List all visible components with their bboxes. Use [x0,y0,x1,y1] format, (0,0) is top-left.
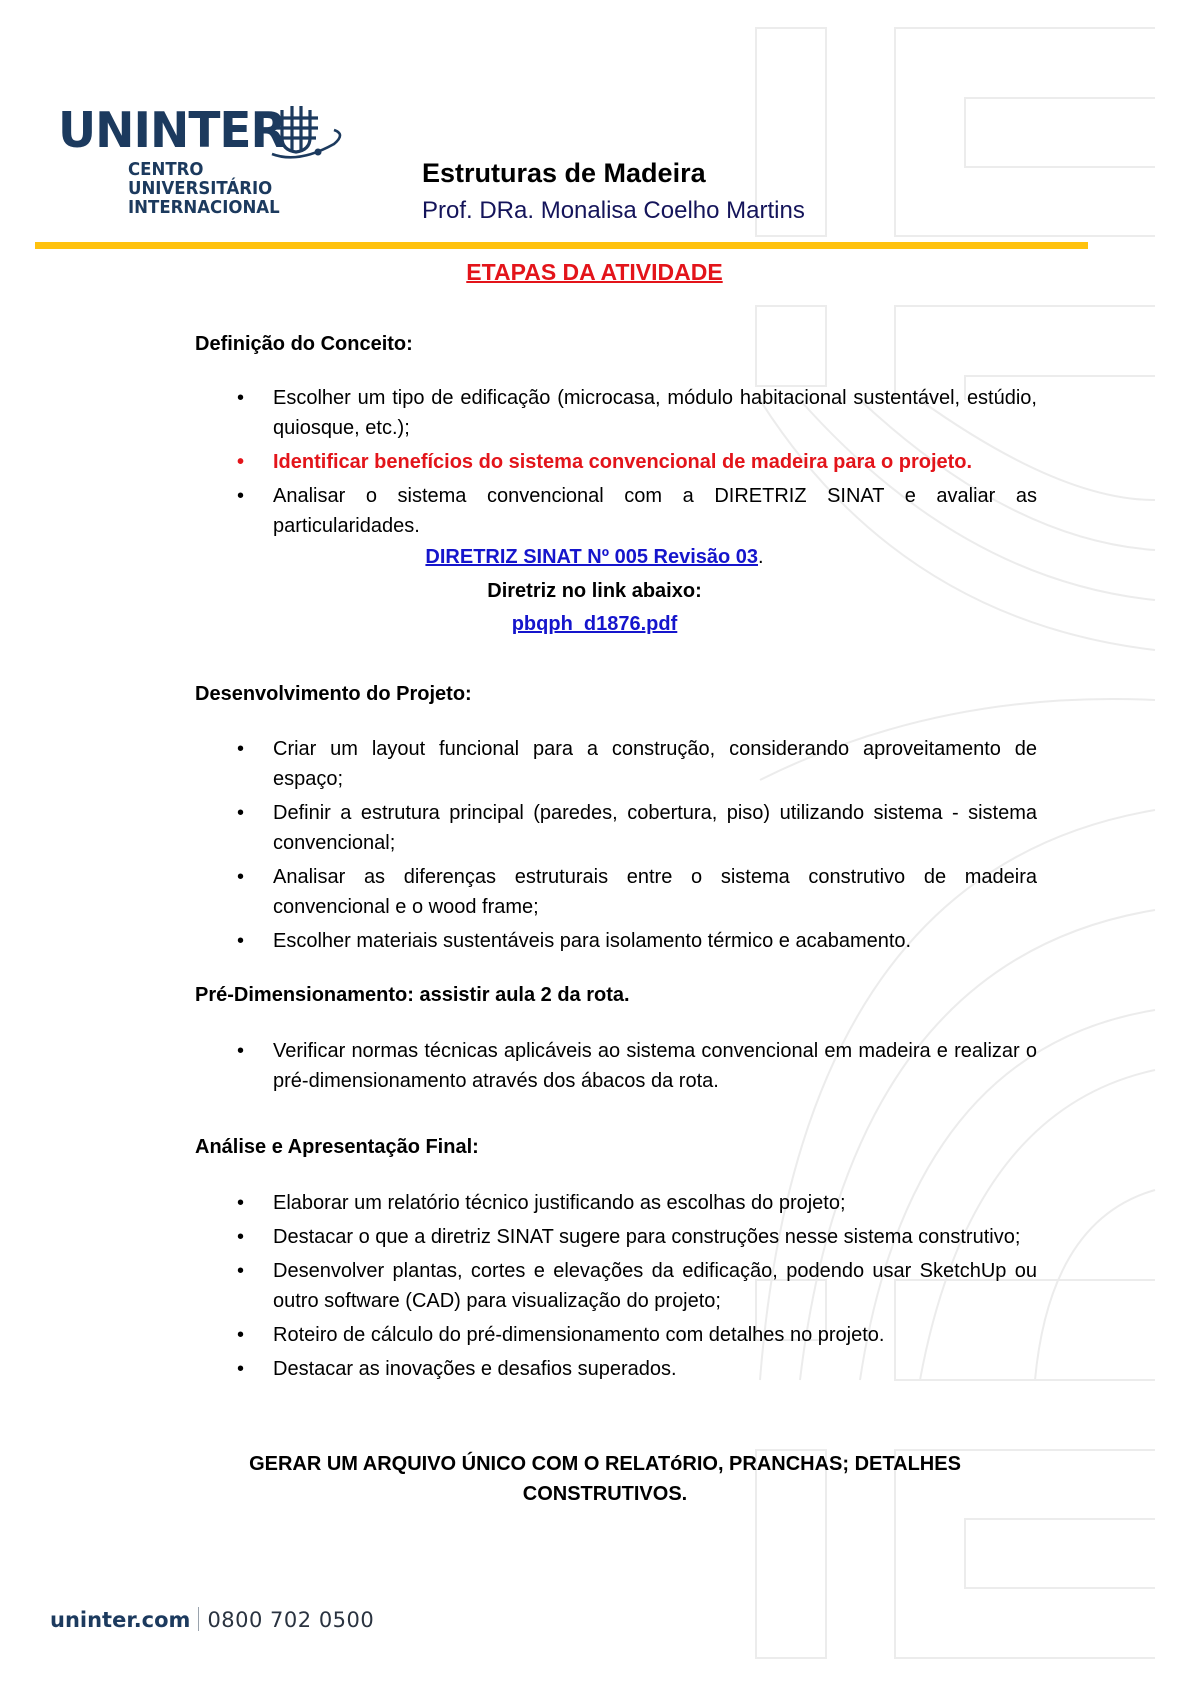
section-title-analise: Análise e Apresentação Final: [195,1136,479,1158]
globe-orbit-icon [268,104,348,166]
section-title-definicao: Definição do Conceito: [195,333,413,355]
section-title-desenvolvimento: Desenvolvimento do Projeto: [195,683,472,705]
list-item: • Definir a estrutura principal (paredes, cobertura, piso) utilizando sistema - sistema convencional; [195,798,1037,858]
uninter-logo [58,101,358,226]
logo-subtitle-line: INTERNACIONAL [128,197,280,218]
list-analise [195,1188,1037,1388]
list-item: • Desenvolver plantas, cortes e elevações da edificação, podendo usar SketchUp ou outro software (CAD) para visualização do projeto; [195,1256,1037,1316]
course-title: Estruturas de Madeira [422,158,706,188]
final-instruction: GERAR UM ARQUIVO ÚNICO COM O RELATóRIO, PRANCHAS; DETALHES CONSTRUTIVOS. [249,1453,961,1505]
footer-website: uninter.com [50,1608,191,1632]
list-item-highlighted: • Identificar benefícios do sistema convencional de madeira para o projeto. [195,447,1037,477]
list-item: • Roteiro de cálculo do pré-dimensionamento com detalhes no projeto. [195,1320,1037,1350]
header-divider [35,242,1088,249]
list-item: • Analisar o sistema convencional com a DIRETRIZ SINAT e avaliar as particularidades. [195,481,1037,541]
sinat-directive-link[interactable]: DIRETRIZ SINAT Nº 005 Revisão 03 [425,546,759,568]
logo-subtitle [128,160,280,217]
list-item: • Destacar o que a diretriz SINAT sugere para construções nesse sistema construtivo; [195,1222,1037,1252]
pdf-file-link[interactable]: pbqph_d1876.pdf [511,613,678,635]
professor-name: Prof. DRa. Monalisa Coelho Martins [422,197,805,224]
list-item: • Verificar normas técnicas aplicáveis ao sistema convencional em madeira e realizar o pré-dimensionamento através dos ábacos da rota. [195,1036,1037,1096]
list-item: • Elaborar um relatório técnico justificando as escolhas do projeto; [195,1188,1037,1218]
footer [50,1607,374,1632]
list-desenvolvimento [195,734,1037,960]
logo-wordmark: UNINTER [58,101,286,160]
section-title-pre-dimensionamento: Pré-Dimensionamento: assistir aula 2 da rota. [195,984,630,1006]
list-item: • Analisar as diferenças estruturais entre o sistema construtivo de madeira convencional e o wood frame; [195,862,1037,922]
list-item: • Escolher um tipo de edificação (microcasa, módulo habitacional sustentável, estúdio, quiosque, etc.); [195,383,1037,443]
list-pre-dimensionamento [195,1036,1037,1100]
pdf-link-line [0,613,1189,636]
footer-phone: 0800 702 0500 [207,1608,375,1632]
logo-subtitle-line: UNIVERSITÁRIO [128,178,273,199]
directive-caption: Diretriz no link abaixo: [487,580,702,602]
list-definicao [195,383,1037,545]
page-heading [0,259,1189,286]
link-suffix: . [758,546,764,568]
list-item: • Destacar as inovações e desafios superados. [195,1354,1037,1384]
list-item: • Criar um layout funcional para a construção, considerando aproveitamento de espaço; [195,734,1037,794]
logo-subtitle-line: CENTRO [128,159,204,180]
footer-separator [198,1607,199,1631]
sinat-reference-line [0,546,1189,569]
list-item: • Escolher materiais sustentáveis para isolamento térmico e acabamento. [195,926,1037,956]
page-heading-text: ETAPAS DA ATIVIDADE [466,259,723,285]
